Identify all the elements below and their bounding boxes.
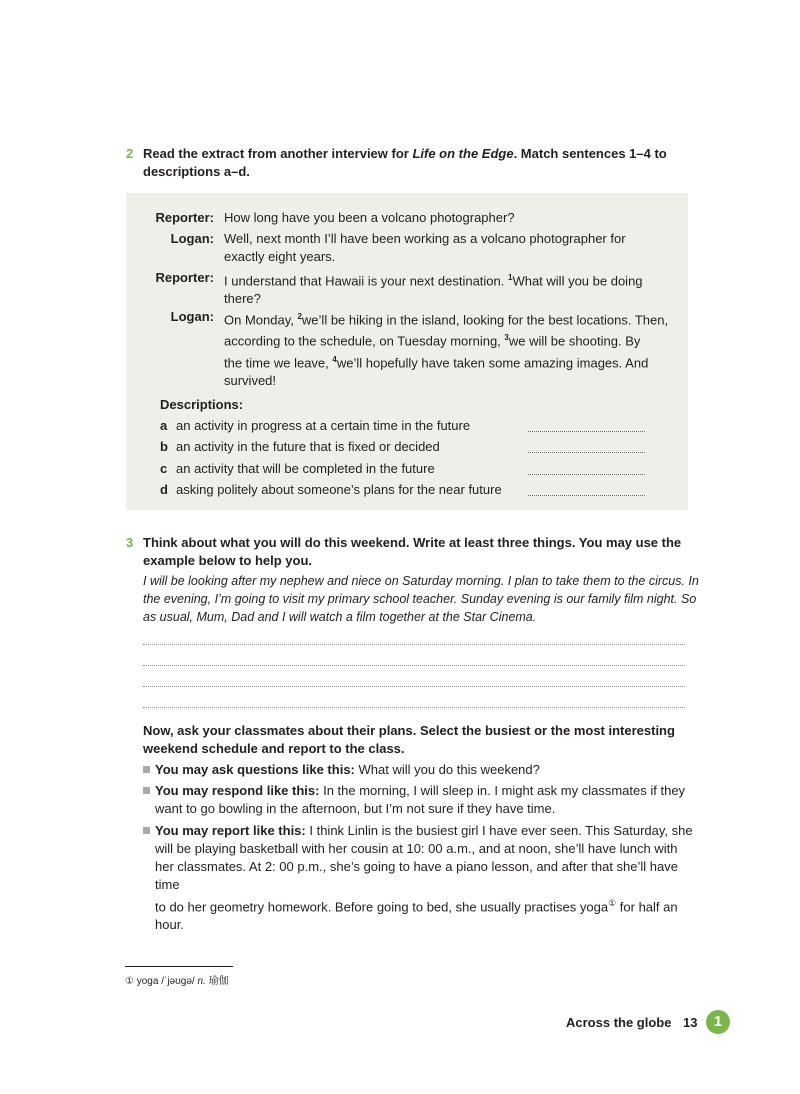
speech-line: How long have you been a volcano photographer? (224, 210, 515, 225)
footnote: ① yoga /ˈjəʊɡə/ n. 瑜伽 (125, 976, 229, 987)
example-paragraph: I will be looking after my nephew and niece on Saturday morning. I plan to take them to the circus. In the evening, I’m going to visit my primary school teacher. Sunday evening is our family film night. So as usual, Mum, Dad and I will watch a film together at the Star Cinema. (143, 574, 699, 624)
description-letter-c: c (160, 461, 168, 476)
bullet-item-ask: You may ask questions like this: What will you do this weekend? (155, 762, 540, 777)
question-2-instruction: Read the extract from another interview for Life on the Edge. Match sentences 1–4 to descriptions a–d. (143, 146, 667, 179)
description-text-c: an activity that will be completed in the future (176, 461, 435, 476)
footnote-divider (125, 966, 233, 967)
bullet-square (143, 827, 150, 834)
speech-block: Well, next month I’ll have been working as a volcano photographer for exactly eight years. (224, 231, 626, 264)
answer-blank-b[interactable] (528, 452, 645, 453)
speaker-logan: Logan: (170, 309, 214, 324)
bullet-square (143, 766, 150, 773)
writing-line-1[interactable] (143, 644, 685, 645)
description-text-b: an activity in the future that is fixed or decided (176, 439, 440, 454)
descriptions-heading: Descriptions: (160, 397, 244, 412)
speaking-instruction: Now, ask your classmates about their plans. Select the busiest or the most interesting weekend schedule and report to the class. (143, 723, 675, 756)
speaker-logan: Logan: (170, 231, 214, 246)
bullet-item-respond: You may respond like this: In the morning, I will sleep in. I might ask my classmates if they want to go bowling in the afternoon, but I’m not sure if they have time. (155, 783, 686, 816)
answer-blank-d[interactable] (528, 495, 645, 496)
description-text-a: an activity in progress at a certain time in the future (176, 418, 471, 433)
speaker-reporter: Reporter: (155, 210, 214, 225)
speech-block: On Monday, $^2$we’ll be hiking in the island, looking for the best locations. Then, according to the schedule, on Tuesday morning, $^3$we will be shooting. By the time we leave, $^4$we’ll hopefully have taken some amazing images. And survived! (224, 312, 669, 388)
unit-badge: 1 (706, 1010, 730, 1034)
writing-line-2[interactable] (143, 665, 685, 666)
question-3-instruction: Think about what you will do this weekend. Write at least three things. You may use the example below to help you. (143, 535, 682, 568)
speaker-reporter: Reporter: (155, 270, 214, 285)
answer-blank-a[interactable] (528, 431, 645, 432)
description-letter-a: a (160, 418, 168, 433)
page-number: 13 (683, 1015, 698, 1030)
answer-blank-c[interactable] (528, 474, 645, 475)
footer-unit-title: Across the globe (566, 1015, 672, 1030)
description-letter-d: d (160, 482, 168, 497)
question-3-number: 3 (126, 535, 134, 550)
writing-line-3[interactable] (143, 686, 685, 687)
writing-line-4[interactable] (143, 707, 685, 708)
bullet-item-report: You may report like this: I think Linlin is the busiest girl I have ever seen. This Saturday, she will be playing basketball with her cousin at 10: 00 a.m., and at noon, she’ll have lunch with her classmates. At 2: 00 p.m., she’s going to have a piano lesson, and after that she’ll have time to do her geometry homework. Before going to bed, she usually practises yoga① for half an hour. (155, 823, 693, 933)
description-letter-b: b (160, 439, 168, 454)
speech-block: I understand that Hawaii is your next destination. $^1$What will you be doing there? (224, 273, 643, 307)
description-text-d: asking politely about someone’s plans for the near future (176, 482, 502, 497)
question-2-number: 2 (126, 146, 134, 161)
bullet-square (143, 787, 150, 794)
